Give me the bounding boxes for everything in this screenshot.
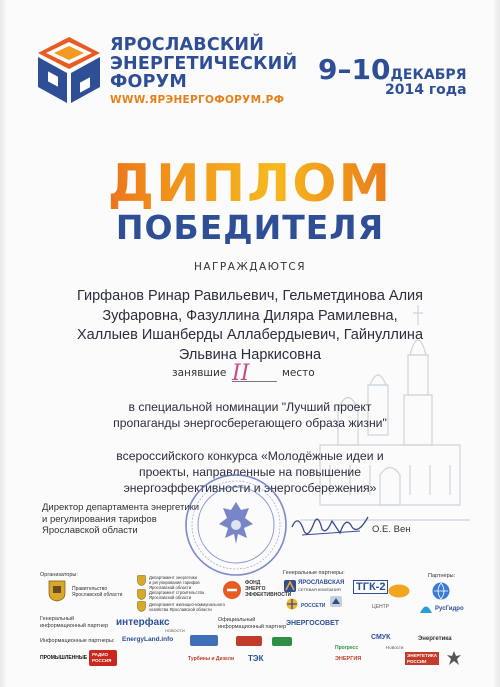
progress-logo: Прогресс bbox=[335, 645, 359, 651]
org1-line-2: Ярославской области bbox=[72, 592, 123, 598]
center-logo-icon bbox=[330, 596, 342, 607]
paper-edge-right bbox=[493, 0, 500, 687]
org1-line-1: Правительство bbox=[72, 586, 108, 592]
director-title bbox=[42, 502, 199, 537]
names-line-1: Гирфанов Ринар Равильевич, Гельметдинова Алия bbox=[76, 288, 424, 304]
official-info-partner-label bbox=[218, 617, 286, 630]
coat-of-arms-small-icon-3 bbox=[137, 601, 146, 612]
forum-cube-logo bbox=[36, 35, 102, 105]
org4-line-2: хозяйства Ярославской области bbox=[149, 607, 212, 612]
info-partners-label: Информационные партнеры: bbox=[40, 638, 115, 644]
awardee-names bbox=[40, 287, 460, 365]
official-info-line-2: информационный партнер bbox=[218, 623, 287, 630]
diploma-title: ДИПЛОМ bbox=[0, 157, 500, 211]
energetika-logo: Энергетика bbox=[418, 636, 452, 642]
radio-russia-logo bbox=[92, 652, 111, 663]
diploma-subtitle: ПОБЕДИТЕЛЯ bbox=[115, 208, 385, 247]
fund-line-1: ФОНД bbox=[245, 580, 261, 586]
green-media-logo-icon bbox=[272, 637, 292, 646]
forum-month: ДЕКАБРЯ bbox=[390, 67, 467, 83]
yaroslavl-grid-company bbox=[298, 580, 344, 593]
gen1-line-2: СЕТЕВАЯ КОМПАНИЯ bbox=[298, 586, 341, 592]
nomination-text bbox=[60, 399, 440, 431]
fund-line-3: ЭФФЕКТИВНОСТИ bbox=[245, 592, 292, 598]
general-info-partner-label bbox=[40, 616, 108, 629]
organizer-construction-dept bbox=[149, 590, 204, 600]
turbine-logo: Турбины и Дизели bbox=[188, 656, 235, 662]
forum-title bbox=[110, 36, 300, 92]
rosseti-logo-icon bbox=[286, 598, 298, 610]
radio-label: РАДИО bbox=[92, 652, 108, 657]
eagle-emblem-icon bbox=[446, 650, 462, 666]
awarded-label: НАГРАЖДАЮТСЯ bbox=[193, 261, 307, 273]
director-line-3: Ярославской области bbox=[42, 525, 138, 536]
red-media-logo-icon bbox=[236, 636, 262, 646]
official-info-line-1: Официальный bbox=[218, 617, 256, 623]
org3-line-2: Ярославской области bbox=[149, 595, 192, 600]
energy-russia-logo bbox=[405, 652, 439, 665]
forum-url: WWW.ЯРЭНЕРГОФОРУМ.РФ bbox=[110, 94, 285, 106]
org2-line-2: и регулирования тарифов bbox=[149, 580, 200, 585]
organizer-housing-dept bbox=[149, 602, 225, 612]
news-logo: НОВОСТИ bbox=[165, 628, 185, 633]
yaroslavl-coat-of-arms-icon bbox=[48, 580, 66, 602]
energiya-logo: ЭНЕРГИЯ bbox=[335, 656, 362, 662]
energosovet-logo: ЭНЕРГОСОВЕТ bbox=[286, 620, 340, 627]
coat-of-arms-small-icon-2 bbox=[137, 589, 146, 600]
director-line-2: и регулирования тарифов bbox=[42, 513, 157, 525]
yaroslavl-grid-logo-icon bbox=[284, 580, 296, 592]
signer-name: О.Е. Вен bbox=[372, 524, 411, 535]
place-label: место bbox=[282, 367, 315, 379]
nomination-line-1: в специальной номинации "Лучший проект bbox=[128, 400, 372, 414]
general-partners-label: Генеральные партнеры: bbox=[283, 570, 345, 576]
energyland-logo: EnergyLand.info bbox=[122, 636, 174, 643]
coat-of-arms-small-icon-1 bbox=[137, 575, 146, 586]
paper-edge-left bbox=[0, 0, 7, 687]
partners-label: Партнеры: bbox=[428, 573, 456, 579]
interfax-logo: интерфакс bbox=[116, 617, 170, 628]
contest-line-1: всероссийского конкурса «Молодёжные идеи и bbox=[116, 449, 384, 463]
org4-line-1: Департамент жилищно-коммунального bbox=[149, 602, 225, 607]
rosseti-label: РОССЕТИ bbox=[301, 603, 326, 609]
gen-info-line-2: информационный партнер bbox=[40, 622, 109, 629]
taking-label: занявшие bbox=[172, 367, 227, 379]
globe-partner-logo-icon bbox=[432, 582, 450, 600]
organizer-government bbox=[72, 586, 122, 598]
tgk2-logo: ТГК-2 bbox=[353, 580, 388, 594]
place-value: II bbox=[232, 361, 250, 386]
center-label: ЦЕНТР bbox=[372, 604, 390, 610]
rushydro-label: РусГидро bbox=[435, 606, 464, 612]
names-line-4: Эльвина Наркисовна bbox=[178, 346, 322, 363]
forum-title-line-2: ЭНЕРГЕТИЧЕСКИЙ bbox=[110, 53, 298, 74]
nomination-line-2: пропаганды энергосберегающего образа жизни" bbox=[113, 416, 387, 430]
forum-year: 2014 года bbox=[385, 82, 467, 98]
news-logo-2: Новости bbox=[386, 645, 404, 650]
fund-line-2: ЭНЕРГО bbox=[245, 586, 266, 592]
orange-partner-logo-icon bbox=[388, 584, 410, 598]
director-line-1: Директор департамента энергетики bbox=[42, 502, 200, 513]
energy-russia-line-2: РОССИИ bbox=[407, 658, 427, 664]
org2-line-3: Ярославской области bbox=[149, 585, 192, 590]
prom-logo: ПРОМЫШЛЕННЫЕ bbox=[40, 655, 88, 661]
gen1-line-1: ЯРОСЛАВСКАЯ bbox=[298, 580, 345, 586]
russia-label: РОССИЯ bbox=[92, 657, 112, 663]
tek-logo: ТЭК bbox=[248, 654, 264, 663]
forum-title-line-1: ЯРОСЛАВСКИЙ bbox=[110, 35, 265, 55]
official-seal bbox=[183, 472, 289, 578]
org2-line-1: Департамент энергетики bbox=[149, 575, 197, 580]
smuk-logo: СМУК bbox=[371, 634, 391, 641]
names-line-2: Зуфаровна, Фазуллина Диляра Рамилевна, bbox=[102, 307, 398, 324]
energy-fund-logo-icon bbox=[222, 580, 242, 600]
signature-scribble bbox=[288, 505, 378, 545]
contest-line-2: проекты, направленные на повышение bbox=[138, 465, 362, 479]
org3-line-1: Департамент строительства bbox=[149, 590, 205, 595]
contest-line-3: энергоэффективности и энергосбережения» bbox=[123, 481, 377, 495]
energy-russia-line-1: ЭНЕРГЕТИКА bbox=[407, 653, 437, 658]
names-line-3: Халлыев Ишанберды Аллабердыевич, Гайнуллина bbox=[76, 327, 424, 343]
forum-title-line-3: ФОРУМ bbox=[110, 72, 187, 92]
gen-info-line-1: Генеральный bbox=[40, 616, 75, 622]
organizers-label: Организаторы: bbox=[40, 572, 78, 578]
rushydro-logo-icon bbox=[419, 602, 433, 614]
place-underline bbox=[232, 381, 277, 382]
forum-days: 9–10 bbox=[318, 53, 391, 86]
blue-media-logo-icon bbox=[190, 635, 218, 646]
organizer-energy-dept bbox=[149, 575, 200, 590]
